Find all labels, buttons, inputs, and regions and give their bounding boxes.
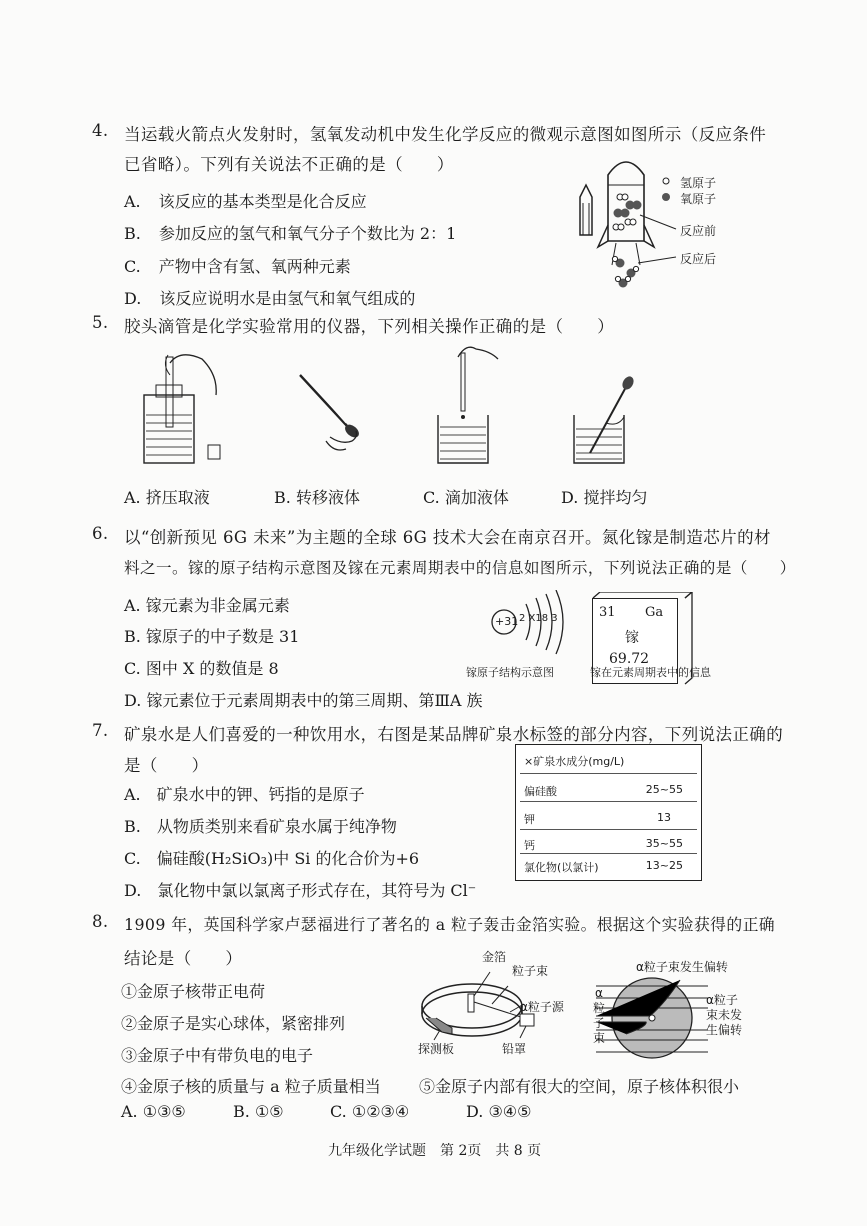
q4-number: 4. xyxy=(92,121,109,140)
legend-hydrogen: 氢原子 xyxy=(680,176,717,190)
q8-statement-2: ②金原子是实心球体，紧密排列 xyxy=(121,1014,346,1033)
atom-caption: 镓原子结构示意图 xyxy=(466,666,554,679)
gold-foil-icon xyxy=(468,994,474,1012)
q4-option-d: D. 该反应说明水是由氢气和氧气组成的 xyxy=(124,289,416,308)
fig-label-no-deflect: α粒子 束未发 生偏转 xyxy=(706,993,743,1037)
fig-label-deflect: α粒子束发生偏转 xyxy=(636,960,728,974)
booster-icon xyxy=(580,185,592,235)
q7-option-c: C. 偏硅酸(H₂SiO₃)中 Si 的化合价为+6 xyxy=(124,849,420,868)
rocket-reaction-figure xyxy=(568,155,748,295)
q8-stem-line2: 结论是（ ） xyxy=(124,949,243,968)
q6-number: 6. xyxy=(92,524,109,543)
q5-option-a: A. 挤压取液 xyxy=(124,488,210,507)
legend-oxygen: 氧原子 xyxy=(680,192,717,206)
q6-option-c: C. 图中 X 的数值是 8 xyxy=(124,659,279,678)
pt-symbol: Ga xyxy=(645,605,664,620)
molecules-before xyxy=(613,194,642,230)
label-after-reaction: 反应后 xyxy=(680,252,717,266)
q5-option-b: B. 转移液体 xyxy=(274,488,360,507)
figure-c-drop-icon xyxy=(438,347,498,463)
q4-stem-line2: 已省略）。下列有关说法不正确的是（ ） xyxy=(124,155,454,174)
q8-option-d: D. ③④⑤ xyxy=(466,1102,532,1121)
atom-shell-electrons: 2 X18 3 xyxy=(519,613,558,624)
q6-stem-line2: 料之一。镓的原子结构示意图及镓在元素周期表中的信息如图所示，下列说法正确的是（ ） xyxy=(124,559,796,577)
page-footer: 九年级化学试题 第 2页 共 8 页 xyxy=(328,1143,542,1159)
q7-option-d: D. 氯化物中氯以氯离子形式存在，其符号为 Cl⁻ xyxy=(124,881,477,900)
alpha-scattering-diagram xyxy=(596,972,716,1064)
pt-caption: 镓在元素周期表中的信息 xyxy=(590,666,711,679)
q6-option-a: A. 镓元素为非金属元素 xyxy=(124,596,290,615)
q7-option-a: A. 矿泉水中的钾、钙指的是原子 xyxy=(124,785,365,804)
pt-atomic-mass: 69.72 xyxy=(609,651,650,667)
q6-option-b: B. 镓原子的中子数是 31 xyxy=(124,627,300,646)
q5-stem: 胶头滴管是化学实验常用的仪器，下列相关操作正确的是（ ） xyxy=(124,317,615,336)
figure-b-transfer-icon xyxy=(300,373,361,450)
q4-option-c: C. 产物中含有氢、氧两种元素 xyxy=(124,257,351,276)
pt-atomic-number: 31 xyxy=(599,605,616,620)
fig-label-gold-foil: 金箔 xyxy=(482,950,507,964)
q6-stem-line1: 以“创新预见 6G 未来”为主题的全球 6G 技术大会在南京召开。氮化镓是制造芯片的材 xyxy=(124,528,771,547)
fig-label-alpha-source: α粒子源 xyxy=(520,1000,564,1014)
q5-number: 5. xyxy=(92,313,109,332)
molecules-after xyxy=(612,256,638,287)
atom-nucleus-charge: +31 xyxy=(495,615,519,628)
q8-statement-3: ③金原子中有带负电的电子 xyxy=(121,1046,314,1065)
pt-element-name: 镓 xyxy=(625,630,639,646)
fig-label-particle-beam: 粒子束 xyxy=(512,964,549,978)
fig-label-detector: 探测板 xyxy=(418,1042,455,1056)
q8-statement-5: ⑤金原子内部有很大的空间，原子核体积很小 xyxy=(419,1077,740,1096)
q4-option-a: A. 该反应的基本类型是化合反应 xyxy=(124,192,367,211)
nucleus-icon xyxy=(649,1015,655,1021)
label-row: 钾 13 xyxy=(524,811,671,826)
q5-option-c: C. 滴加液体 xyxy=(423,488,509,507)
q8-stem-line1: 1909 年，英国科学家卢瑟福进行了著名的 a 粒子轰击金箔实验。根据这个实验获得的正确 xyxy=(124,915,775,934)
q5-option-d: D. 搅拌均匀 xyxy=(561,488,648,507)
label-title: ×矿泉水成分(mg/L) xyxy=(524,755,625,768)
figure-a-squeeze-icon xyxy=(144,355,220,463)
label-row: 偏硅酸 25~55 xyxy=(524,783,683,798)
q8-option-c: C. ①②③④ xyxy=(330,1102,410,1121)
lead-box-icon xyxy=(520,1014,534,1026)
q8-option-a: A. ①③⑤ xyxy=(121,1102,186,1121)
hydrogen-atom-icon xyxy=(663,178,669,184)
dropper-figures xyxy=(120,345,660,475)
fig-label-alpha-beam: α 粒 子 束 xyxy=(592,986,605,1045)
q4-stem-line1: 当运载火箭点火发射时，氢氧发动机中发生化学反应的微观示意图如图所示（反应条件 xyxy=(124,125,767,144)
figure-d-stir-icon xyxy=(574,374,636,463)
q8-number: 8. xyxy=(92,912,109,931)
q7-number: 7. xyxy=(92,721,109,740)
mineral-water-label xyxy=(515,744,702,881)
oxygen-atom-icon xyxy=(662,193,670,201)
q7-option-b: B. 从物质类别来看矿泉水属于纯净物 xyxy=(124,817,397,836)
label-row: 氯化物(以氯计) 13~25 xyxy=(524,859,683,874)
q4-option-b: B. 参加反应的氢气和氧气分子个数比为 2：1 xyxy=(124,224,457,243)
label-before-reaction: 反应前 xyxy=(680,224,717,238)
q8-option-b: B. ①⑤ xyxy=(233,1102,284,1121)
q7-stem-line1: 矿泉水是人们喜爱的一种饮用水，右图是某品牌矿泉水标签的部分内容，下列说法正确的 xyxy=(124,725,784,744)
q6-option-d: D. 镓元素位于元素周期表中的第三周期、第ⅢA 族 xyxy=(124,691,483,710)
q7-stem-line2: 是（ ） xyxy=(124,756,209,775)
fig-label-lead-box: 铅罩 xyxy=(502,1042,527,1056)
q8-statement-1: ①金原子核带正电荷 xyxy=(121,982,266,1001)
q8-statement-4: ④金原子核的质量与 a 粒子质量相当 xyxy=(121,1077,381,1096)
label-row: 钙 35~55 xyxy=(524,837,683,852)
